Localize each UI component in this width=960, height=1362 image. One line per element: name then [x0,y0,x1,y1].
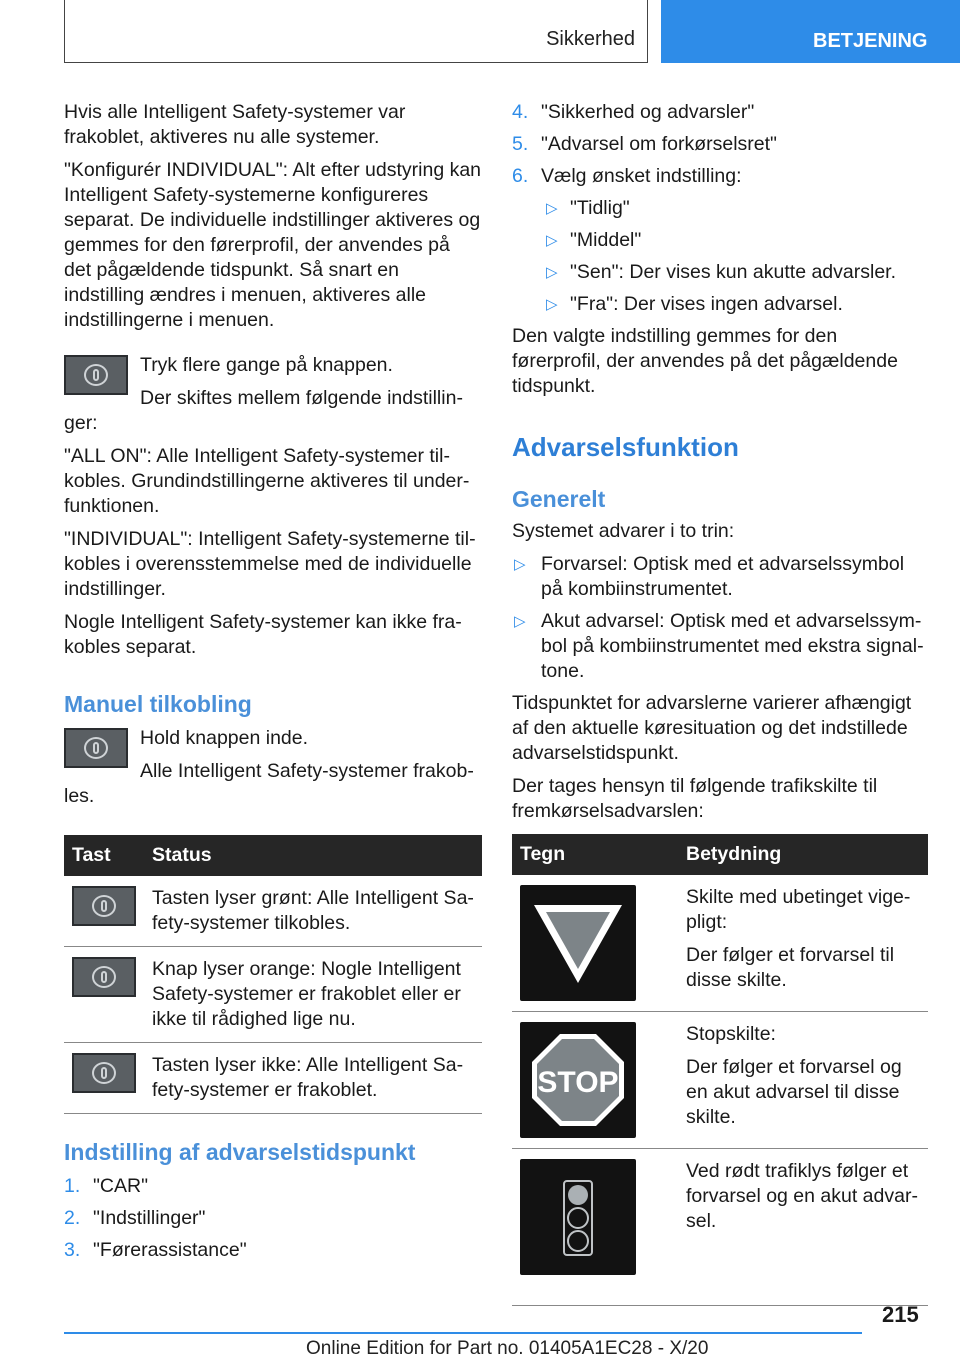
header-chapter: BETJENING [661,0,960,63]
table-header: Tegn [512,834,678,875]
bullet-item: ▷ Akut advarsel: Optisk med et advarselssymbol på kombiinstrumentet med ekstra signaltone. [514,610,924,682]
table-header: Tast [64,835,144,876]
left-column [64,100,482,1270]
heading-function: Advarselsfunktion [512,432,739,462]
safety-button-icon [72,1053,136,1093]
svg-text:STOP: STOP [537,1066,619,1099]
list-item: 5. "Advarsel om forkørselsret" [512,133,777,155]
heading-general: Generelt [512,486,606,512]
table-cell: Skilte med ubetinget vigepligt: [686,886,911,933]
option-item: ▷ "Sen": Der vises kun akutte advarsler. [546,261,896,283]
table-row [512,1149,928,1306]
header-section: Sikkerhed [546,28,635,50]
paragraph: Systemet advarer i to trin: [512,520,735,542]
paragraph: "Konfigurér INDIVIDUAL": Alt efter udstyring kan Intelligent Safety-systemerne konfigureres separat. De individuelle indstillinger aktiveres og gemmes for den førerprofil, der anvendes på det pågældende tidspunkt. Så snart en indstilling ændres i menuen, aktiveres alle indstillingerne i menuen. [64,159,482,331]
paragraph: Der tages hensyn til følgende trafikskilte til fremkørselsadvarslen: [512,775,878,822]
safety-button-icon [72,886,136,926]
paragraph: "INDIVIDUAL": Intelligent Safety-systemerne tilkobles i overensstemmelse med de individuelle indstillinger. [64,528,476,600]
option-item: ▷ "Middel" [546,229,642,251]
list-item: 6. Vælg ønsket indstilling: [512,165,742,187]
table-header: Status [144,835,482,876]
list-item: 2. "Indstillinger" [64,1207,206,1229]
list-item: 3. "Førerassistance" [64,1239,247,1261]
table-cell: Ved rødt trafiklys følger et forvarsel og en akut advarsel. [686,1160,918,1232]
table-cell: Der følger et forvarsel og en akut advarsel til disse skilte. [686,1056,902,1128]
paragraph: Nogle Intelligent Safety-systemer kan ikke frakobles separat. [64,611,462,658]
right-column [512,100,928,1306]
status-table [64,835,482,1114]
paragraph: "ALL ON": Alle Intelligent Safety-systemer tilkobles. Grundindstillingerne aktiveres til underfunktionen. [64,445,470,517]
bullet-item: ▷ Forvarsel: Optisk med et advarselssymbol på kombiinstrumentet. [514,553,905,600]
option-item: ▷ "Fra": Der vises ingen advarsel. [546,293,843,315]
table-cell: Stopskilte: [686,1023,776,1045]
option-item: ▷ "Tidlig" [546,197,630,219]
heading-manual: Manuel tilkobling [64,691,252,717]
table-row [64,947,482,1043]
paragraph: Hvis alle Intelligent Safety-systemer var frakoblet, aktiveres nu alle systemer. [64,101,406,148]
header-box [64,0,648,63]
page-number: 215 [882,1302,919,1327]
paragraph: Den valgte indstilling gemmes for den førerprofil, der anvendes på det pågældende tidspunkt. [512,325,898,397]
table-row [512,1012,928,1149]
paragraph: Tidspunktet for advarslerne varierer afhængigt af den aktuelle køresituation og det indstillede advarselstidspunkt. [512,692,912,764]
table-cell: Tasten lyser grønt: Alle Intelligent Safety-systemer tilkobles. [144,876,482,947]
table-row [64,1043,482,1114]
safety-button-icon [64,728,128,768]
paragraph: Der skiftes mellem følgende indstillinger: [64,387,463,434]
safety-button-icon [72,957,136,997]
paragraph: Tryk flere gange på knappen. [140,354,393,376]
safety-button-icon [64,355,128,395]
paragraph: Hold knappen inde. [140,727,309,749]
list-item: 4. "Sikkerhed og advarsler" [512,101,755,123]
footer-divider [64,1332,862,1334]
stop-sign-icon [520,1022,636,1138]
yield-sign-icon [520,885,636,1001]
heading-setting: Indstilling af advarselstidspunkt [64,1139,416,1165]
hold-instruction [64,726,482,817]
paragraph: Alle Intelligent Safety-systemer frakobles. [64,760,474,807]
table-cell: Knap lyser orange: Nogle Intelligent Safety-systemer er frakoblet eller er ikke til rådighed lige nu. [144,947,482,1043]
button-instruction [64,353,482,444]
table-cell: Tasten lyser ikke: Alle Intelligent Safety-systemer er frakoblet. [144,1043,482,1114]
sign-table [512,834,928,1306]
table-cell: Der følger et forvarsel til disse skilte. [686,944,895,991]
table-header: Betydning [678,834,928,875]
list-item: 1. "CAR" [64,1175,149,1197]
table-row [512,875,928,1012]
table-row [64,876,482,947]
traffic-light-icon [520,1159,636,1275]
footer-edition: Online Edition for Part no. 01405A1EC28 - X/20 [306,1338,709,1359]
